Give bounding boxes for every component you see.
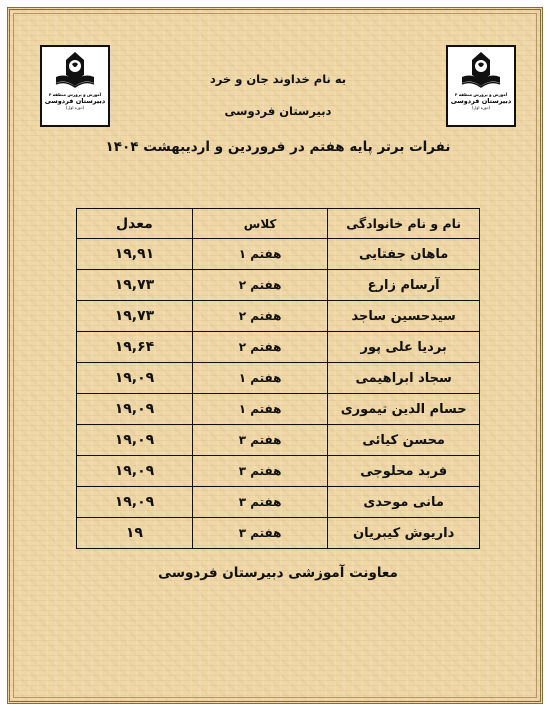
student-average: ۱۹,۰۹ [77,425,193,456]
table-row [77,425,480,456]
table-row [77,301,480,332]
table-header-row [77,209,480,239]
table-row [77,270,480,301]
table-row [77,394,480,425]
top-students-table [76,208,480,549]
student-name: محسن کیائی [328,425,480,456]
table-row [77,332,480,363]
student-average: ۱۹,۰۹ [77,363,193,394]
student-name: سجاد ابراهیمی [328,363,480,394]
school-name: دبیرستان فردوسی [224,104,332,118]
student-class: هفتم ۱ [192,394,327,425]
student-average: ۱۹,۰۹ [77,456,193,487]
student-name: ماهان جفتایی [328,239,480,270]
logo-period-text: (دوره اول) [471,105,491,110]
student-class: هفتم ۳ [192,456,327,487]
student-class: هفتم ۱ [192,363,327,394]
student-average: ۱۹,۷۳ [77,301,193,332]
student-name: حسام الدین تیموری [328,394,480,425]
student-class: هفتم ۲ [192,332,327,363]
header-class: کلاس [192,209,327,239]
student-class: هفتم ۱ [192,239,327,270]
page-title: نفرات برتر پایه هفتم در فروردین و اردیبهشت ۱۴۰۴ [105,139,451,155]
table-row [77,456,480,487]
student-class: هفتم ۲ [192,270,327,301]
student-class: هفتم ۳ [192,518,327,549]
student-name: سیدحسین ساجد [328,301,480,332]
student-class: هفتم ۳ [192,487,327,518]
header-average: معدل [77,209,193,239]
table-body [77,239,480,549]
student-name: داریوش کیبریان [328,518,480,549]
student-average: ۱۹ [77,518,193,549]
student-name: آرسام زارع [328,270,480,301]
table-row [77,518,480,549]
table-row [77,239,480,270]
student-average: ۱۹,۰۹ [77,394,193,425]
student-name: مانی موحدی [328,487,480,518]
student-average: ۱۹,۰۹ [77,487,193,518]
student-class: هفتم ۳ [192,425,327,456]
signature-line: معاونت آموزشی دبیرستان فردوسی [158,565,398,581]
student-name: فربد محلوجی [328,456,480,487]
table-row [77,363,480,394]
student-class: هفتم ۲ [192,301,327,332]
invocation-line: به نام خداوند جان و خرد [209,72,347,86]
logo-school-text: دبیرستان فردوسی [450,97,512,105]
student-name: بردیا علی پور [328,332,480,363]
logo-period-text: (دوره اول) [65,105,85,110]
logo-district-text: آموزش و پرورش منطقه ۴ [454,92,508,97]
certificate-page [7,7,543,704]
table-row [77,487,480,518]
header-name: نام و نام خانوادگی [328,209,480,239]
logo-school-text: دبیرستان فردوسی [44,97,106,105]
student-average: ۱۹,۷۳ [77,270,193,301]
student-average: ۱۹,۶۴ [77,332,193,363]
student-average: ۱۹,۹۱ [77,239,193,270]
logo-district-text: آموزش و پرورش منطقه ۴ [48,92,102,97]
